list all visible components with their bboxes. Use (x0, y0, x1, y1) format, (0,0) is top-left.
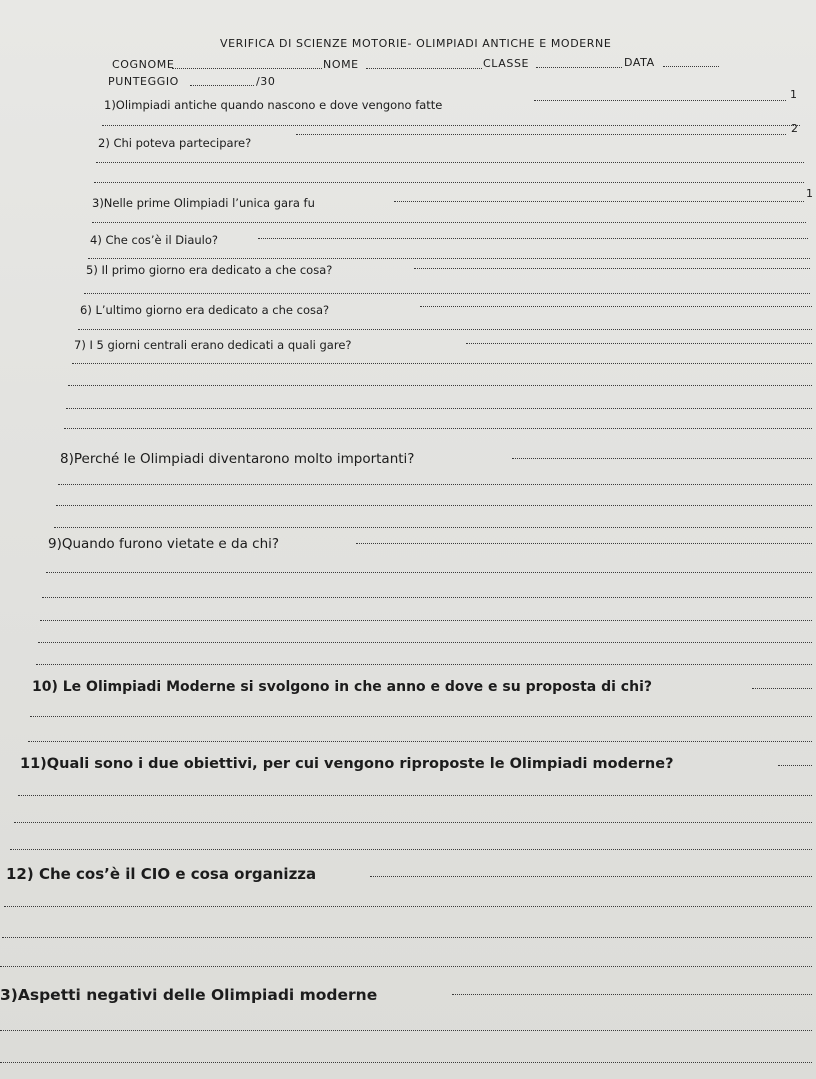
question-3: 3)Nelle prime Olimpiadi l’unica gara fu (92, 196, 315, 210)
answer-line[interactable] (56, 505, 812, 506)
answer-line[interactable] (0, 1030, 812, 1031)
answer-line[interactable] (420, 306, 812, 307)
answer-line[interactable] (64, 428, 812, 429)
answer-line[interactable] (752, 688, 812, 689)
answer-line[interactable] (78, 329, 812, 330)
question-2-points: 2 (791, 122, 798, 135)
answer-line[interactable] (54, 527, 812, 528)
answer-line[interactable] (66, 408, 812, 409)
answer-line[interactable] (0, 1062, 812, 1063)
answer-line[interactable] (534, 100, 786, 101)
nome-field[interactable] (366, 68, 482, 69)
answer-line[interactable] (36, 664, 812, 665)
punteggio-field[interactable] (190, 85, 254, 86)
question-3-points: 1 (806, 187, 813, 200)
answer-line[interactable] (102, 125, 800, 126)
answer-line[interactable] (452, 994, 812, 995)
question-7: 7) I 5 giorni centrali erano dedicati a quali gare? (74, 338, 352, 352)
answer-line[interactable] (84, 293, 810, 294)
answer-line[interactable] (94, 182, 804, 183)
answer-line[interactable] (30, 716, 812, 717)
answer-line[interactable] (466, 343, 812, 344)
answer-line[interactable] (58, 484, 812, 485)
answer-line[interactable] (296, 134, 786, 135)
question-10: 10) Le Olimpiadi Moderne si svolgono in che anno e dove e su proposta di chi? (32, 679, 652, 695)
question-2: 2) Chi poteva partecipare? (98, 136, 252, 150)
answer-line[interactable] (18, 795, 812, 796)
answer-line[interactable] (2, 937, 812, 938)
answer-line[interactable] (394, 201, 804, 202)
data-label: DATA (624, 56, 655, 69)
answer-line[interactable] (42, 597, 812, 598)
question-6: 6) L’ultimo giorno era dedicato a che cosa? (80, 303, 330, 317)
question-12: 12) Che cos’è il CIO e cosa organizza (6, 865, 317, 883)
data-field[interactable] (663, 66, 719, 67)
answer-line[interactable] (10, 849, 812, 850)
answer-line[interactable] (28, 741, 812, 742)
classe-label: CLASSE (483, 57, 530, 70)
question-13: 3)Aspetti negativi delle Olimpiadi moderne (0, 986, 378, 1004)
nome-label: NOME (323, 58, 359, 71)
punteggio-max: /30 (256, 75, 276, 88)
answer-line[interactable] (96, 162, 804, 163)
answer-line[interactable] (356, 543, 812, 544)
answer-line[interactable] (414, 268, 810, 269)
question-1: 1)Olimpiadi antiche quando nascono e dove vengono fatte (104, 98, 443, 112)
cognome-label: COGNOME (112, 58, 175, 71)
cognome-field[interactable] (172, 68, 322, 69)
answer-line[interactable] (40, 620, 812, 621)
question-11: 11)Quali sono i due obiettivi, per cui vengono riproposte le Olimpiadi moderne? (20, 756, 674, 772)
question-4: 4) Che cos’è il Diaulo? (90, 233, 219, 247)
question-9: 9)Quando furono vietate e da chi? (48, 536, 280, 552)
answer-line[interactable] (88, 258, 810, 259)
answer-line[interactable] (92, 222, 806, 223)
answer-line[interactable] (38, 642, 812, 643)
classe-field[interactable] (536, 67, 622, 68)
answer-line[interactable] (68, 385, 812, 386)
page-title: VERIFICA DI SCIENZE MOTORIE- OLIMPIADI ANTICHE E MODERNE (220, 37, 612, 50)
answer-line[interactable] (370, 876, 812, 877)
question-8: 8)Perché le Olimpiadi diventarono molto importanti? (60, 451, 415, 467)
answer-line[interactable] (4, 906, 812, 907)
answer-line[interactable] (46, 572, 812, 573)
answer-line[interactable] (512, 458, 812, 459)
punteggio-label: PUNTEGGIO (108, 75, 179, 88)
question-1-points: 1 (790, 88, 797, 101)
question-5: 5) Il primo giorno era dedicato a che cosa? (86, 263, 333, 277)
answer-line[interactable] (72, 363, 812, 364)
answer-line[interactable] (14, 822, 812, 823)
answer-line[interactable] (778, 765, 812, 766)
answer-line[interactable] (258, 238, 808, 239)
answer-line[interactable] (0, 966, 812, 967)
